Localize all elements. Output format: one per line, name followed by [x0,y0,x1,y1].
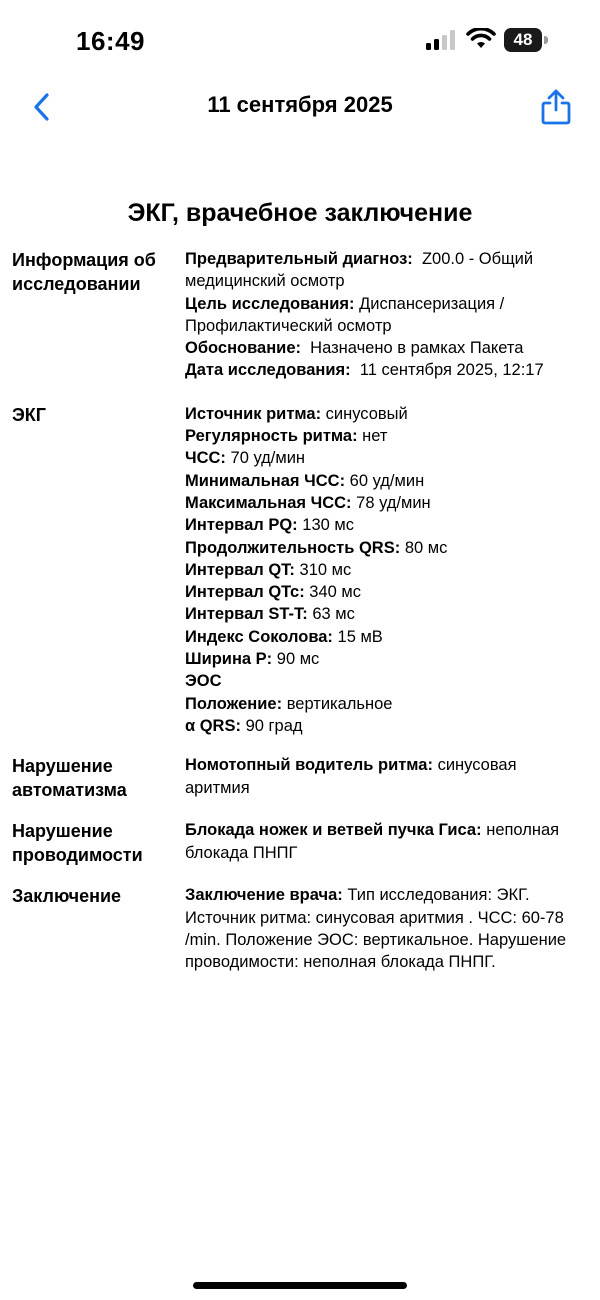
field-doctor-conclusion: Заключение врача: Тип исследования: ЭКГ. Источник ритма: синусовая аритмия . ЧСС: 60-78 /min. Положение ЭОС: вертикальное. Нарушение проводимости: неполная блокада ПНПГ. [185,886,567,972]
section-ecg [12,403,582,737]
section-label: ЭКГ [12,404,46,425]
field-max-heart-rate: Максимальная ЧСС: 78 уд/мин [185,493,431,512]
section-label: Нарушение автоматизма [12,756,127,801]
section-body [185,819,582,864]
battery-icon [504,28,550,52]
nav-bar [0,80,600,132]
document-title: ЭКГ, врачебное заключение [127,199,473,227]
field-qt-interval: Интервал QT: 310 мс [185,560,352,579]
field-rhythm-regularity: Регулярность ритма: нет [185,427,388,446]
section-body [185,754,582,799]
field-study-date: Дата исследования: 11 сентября 2025, 12:17 [185,361,544,380]
field-st-t-interval: Интервал ST-T: 63 мс [185,605,355,624]
section-label: Нарушение проводимости [12,821,143,866]
field-purpose: Цель исследования: Диспансеризация / Профилактический осмотр [185,294,505,335]
field-min-heart-rate: Минимальная ЧСС: 60 уд/мин [185,471,425,490]
section-automatism [12,754,582,802]
section-conduction [12,819,582,867]
section-study-info [12,248,582,382]
field-justification: Обоснование: Назначено в рамках Пакета [185,339,524,358]
signal-icon [426,30,458,50]
field-axis-position: Положение: вертикальное [185,694,393,713]
nav-title: 11 сентября 2025 [207,92,393,117]
status-time: 16:49 [76,26,145,56]
field-sokolow-index: Индекс Соколова: 15 мВ [185,627,383,646]
field-diagnosis: Предварительный диагноз: Z00.0 - Общий медицинский осмотр [185,250,534,291]
share-icon[interactable] [538,88,574,126]
wifi-icon [466,28,496,50]
battery-tip [544,36,548,44]
section-body [185,248,582,382]
field-pq-interval: Интервал PQ: 130 мс [185,516,354,535]
field-qrs-duration: Продолжительность QRS: 80 мс [185,538,448,557]
field-bundle-block: Блокада ножек и ветвей пучка Гиса: неполная блокада ПНПГ [185,821,560,862]
field-rhythm-source: Источник ритма: синусовый [185,404,408,423]
chevron-left-icon[interactable] [28,90,60,124]
field-alpha-qrs: α QRS: 90 град [185,716,303,735]
field-p-width: Ширина P: 90 мс [185,650,320,669]
status-bar [0,0,600,80]
section-body [185,403,582,737]
section-conclusion [12,884,582,973]
section-body [185,884,582,973]
field-pacemaker: Номотопный водитель ритма: синусовая аритмия [185,756,517,797]
field-electrical-axis: ЭОС [185,672,222,691]
section-label: Заключение [12,886,122,907]
section-label: Информация об исследовании [12,250,156,294]
field-qtc-interval: Интервал QTc: 340 мс [185,583,362,602]
home-indicator[interactable] [193,1282,407,1289]
report-content [12,248,582,973]
field-heart-rate: ЧСС: 70 уд/мин [185,449,306,468]
battery-level: 48 [504,28,542,52]
